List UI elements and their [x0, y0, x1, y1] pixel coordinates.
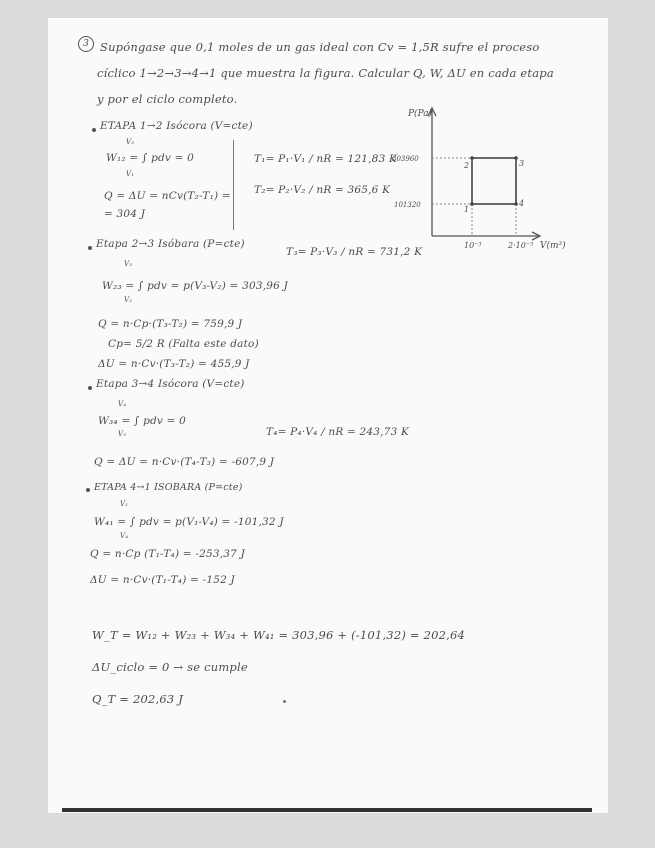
- step4-upper-limit: V₁: [120, 500, 129, 508]
- step2-t3: T₃= P₃·V₃ / nR = 731,2 K: [286, 246, 423, 258]
- p-high-label: 303960: [392, 155, 419, 163]
- step3-heat: Q = ΔU = n·Cv·(T₄-T₃) = -607,9 J: [94, 456, 275, 468]
- bullet-step-2: [88, 246, 92, 250]
- step1-heat-result: = 304 J: [104, 208, 146, 220]
- problem-line-2: cíclico 1→2→3→4→1 que muestra la figura. Calcular Q, W, ΔU en cada etapa: [97, 66, 554, 80]
- step1-t1: T₁= P₁·V₁ / nR = 121,83 K: [254, 153, 398, 165]
- bullet-step-1: [92, 128, 96, 132]
- step4-lower-limit: V₄: [120, 532, 129, 540]
- total-heat: Q_T = 202,63 J: [92, 692, 184, 706]
- step2-du: ΔU = n·Cv·(T₃-T₂) = 455,9 J: [98, 358, 250, 370]
- step1-upper-limit: V₂: [126, 138, 135, 146]
- step2-heat: Q = n·Cp·(T₃-T₂) = 759,9 J: [98, 318, 243, 330]
- x-axis-label: V(m³): [540, 241, 566, 251]
- step4-heat: Q = n·Cp (T₁-T₄) = -253,37 J: [90, 548, 245, 560]
- v-high-label: 2·10⁻³: [508, 241, 534, 250]
- step3-t4: T₄= P₄·V₄ / nR = 243,73 K: [266, 426, 410, 438]
- page-edge-shadow: [62, 808, 592, 812]
- step3-header: Etapa 3→4 Isócora (V=cte): [96, 378, 245, 390]
- step2-upper-limit: V₃: [124, 260, 133, 268]
- point-2: [470, 156, 474, 160]
- step3-upper-limit: V₄: [118, 400, 127, 408]
- step1-heat: Q = ΔU = nCv(T₂-T₁) =: [104, 190, 231, 202]
- point-2-label: 2: [464, 161, 470, 170]
- pv-diagram: [388, 100, 578, 260]
- step3-lower-limit: V₃: [118, 430, 127, 438]
- bullet-step-4: [86, 488, 90, 492]
- step1-divider: [233, 140, 234, 230]
- step1-lower-limit: V₁: [126, 170, 135, 178]
- step2-cp: Cp= 5/2 R (Falta este dato): [108, 338, 259, 350]
- problem-line-1: Supóngase que 0,1 moles de un gas ideal con Cv = 1,5R sufre el proceso: [100, 40, 540, 54]
- step4-header: ETAPA 4→1 ISOBARA (P=cte): [94, 482, 243, 493]
- step2-work: W₂₃ = ∫ pdv = p(V₃-V₂) = 303,96 J: [102, 280, 288, 292]
- step1-t2: T₂= P₂·V₂ / nR = 365,6 K: [254, 184, 391, 196]
- problem-number: 3: [78, 36, 94, 52]
- point-1: [470, 202, 474, 206]
- point-4: [514, 202, 518, 206]
- step2-header: Etapa 2→3 Isóbara (P=cte): [96, 238, 245, 250]
- p-low-label: 101320: [394, 201, 421, 209]
- step1-work: W₁₂ = ∫ pdv = 0: [106, 152, 195, 164]
- cycle-rectangle: [472, 158, 516, 204]
- v-low-label: 10⁻³: [464, 241, 482, 250]
- total-work: W_T = W₁₂ + W₂₃ + W₃₄ + W₄₁ = 303,96 + (-101,32) = 202,64: [92, 628, 466, 642]
- step3-work: W₃₄ = ∫ pdv = 0: [98, 415, 187, 427]
- point-3-label: 3: [519, 159, 525, 168]
- bullet-step-3: [88, 386, 92, 390]
- total-du: ΔU_ciclo = 0 → se cumple: [92, 660, 248, 674]
- problem-line-3: y por el ciclo completo.: [97, 92, 238, 106]
- y-axis-label: P(Pa): [408, 109, 433, 119]
- step4-work: W₄₁ = ∫ pdv = p(V₁-V₄) = -101,32 J: [94, 516, 284, 528]
- point-3: [514, 156, 518, 160]
- point-4-label: 4: [519, 199, 525, 208]
- step1-header: ETAPA 1→2 Isócora (V=cte): [100, 120, 253, 132]
- step4-du: ΔU = n·Cv·(T₁-T₄) = -152 J: [90, 574, 235, 586]
- point-1-label: 1: [464, 205, 470, 214]
- stray-dot: [283, 700, 286, 703]
- step2-lower-limit: V₂: [124, 296, 133, 304]
